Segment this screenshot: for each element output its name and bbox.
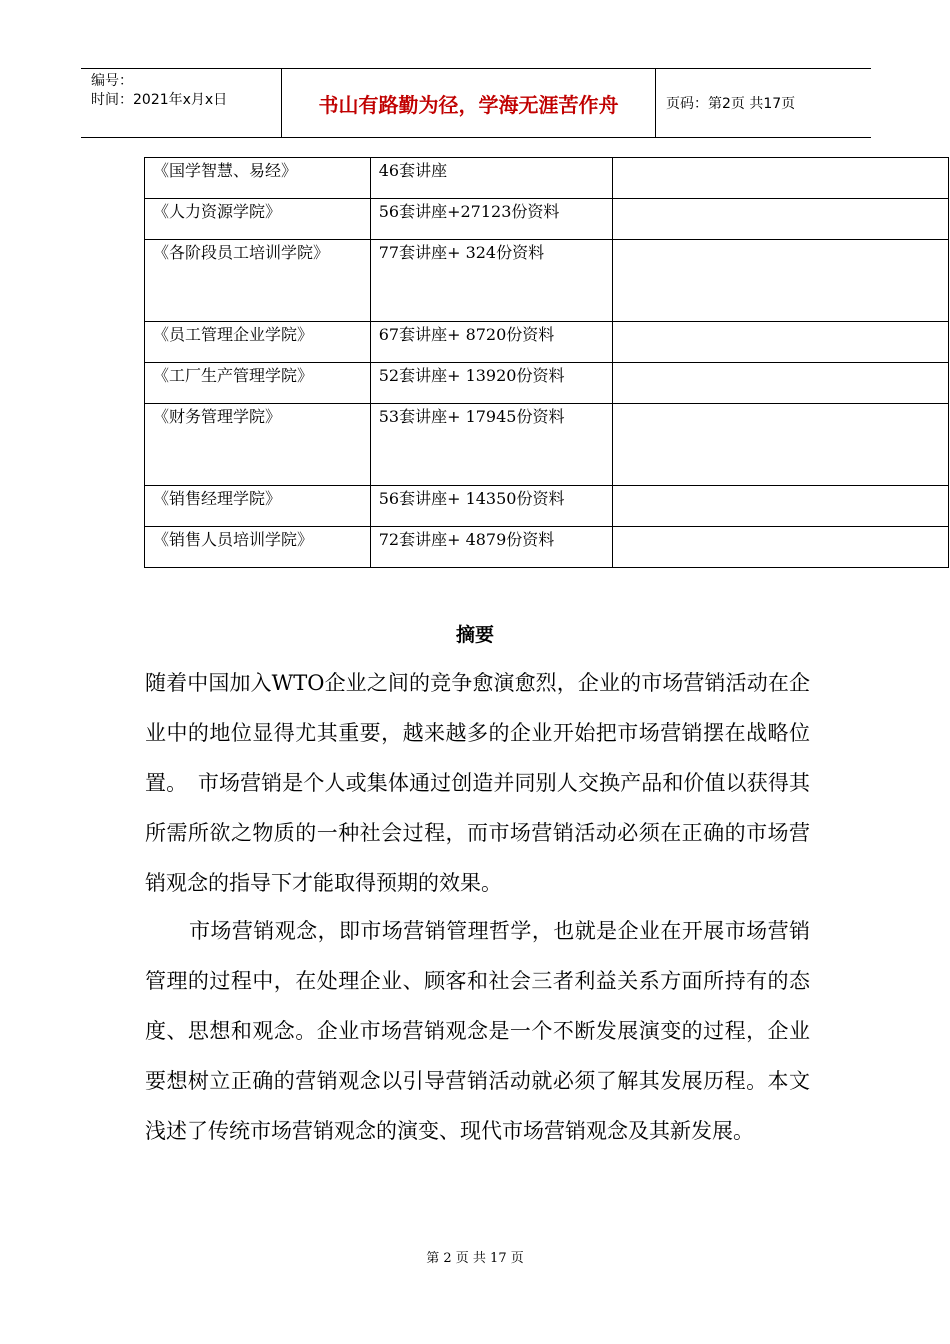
table-row [145,527,949,568]
page-header [81,68,871,138]
table-cell-content: 56套讲座+ 14350份资料 [370,486,613,527]
table-cell-extra [613,486,949,527]
table-cell-content: 46套讲座 [370,158,613,199]
abstract-title: 摘要 [455,624,494,646]
header-meta [81,69,282,137]
table-cell-content: 53套讲座+ 17945份资料 [370,404,613,486]
table-cell-extra [613,404,949,486]
header-motto: 书山有路勤为径，学海无涯苦作舟 [282,69,656,137]
table-cell-extra [613,240,949,322]
table-cell-name: 《工厂生产管理学院》 [145,363,371,404]
table-cell-content: 67套讲座+ 8720份资料 [370,322,613,363]
table-cell-extra [613,363,949,404]
catalog-table [144,157,949,568]
table-cell-extra [613,322,949,363]
table-cell-name: 《各阶段员工培训学院》 [145,240,371,322]
table-cell-extra [613,199,949,240]
abstract-paragraph-2: 市场营销观念，即市场营销管理哲学，也就是企业在开展市场营销管理的过程中，在处理企业、顾客和社会三者利益关系方面所持有的态度、思想和观念。企业市场营销观念是一个不断发展演变的过程，企业要想树立正确的营销观念以引导营销活动就必须了解其发展历程。本文浅述了传统市场营销观念的演变、现代市场营销观念及其新发展。 [145,919,810,1143]
abstract-paragraph-1: 随着中国加入WTO企业之间的竞争愈演愈烈，企业的市场营销活动在企业中的地位显得尤其重要，越来越多的企业开始把市场营销摆在战略位置。 市场营销是个人或集体通过创造并同别人交换产品和价值以获得其所需所欲之物质的一种社会过程，而市场营销活动必须在正确的市场营销观念的指导下才能取得预期的效果。 [145,671,810,895]
header-page-info: 页码：第2页 共17页 [666,96,796,112]
table-cell-name: 《销售经理学院》 [145,486,371,527]
table-cell-name: 《国学智慧、易经》 [145,158,371,199]
page-footer: 第 2 页 共 17 页 [426,1251,524,1266]
table-cell-content: 77套讲座+ 324份资料 [370,240,613,322]
table-cell-content: 52套讲座+ 13920份资料 [370,363,613,404]
number-label: 编号： [91,73,133,89]
table-cell-name: 《人力资源学院》 [145,199,371,240]
table-row [145,404,949,486]
table-cell-content: 72套讲座+ 4879份资料 [370,527,613,568]
table-cell-extra [613,158,949,199]
time-label: 时间：2021年x月x日 [91,92,228,108]
table-row [145,240,949,322]
table-cell-extra [613,527,949,568]
table-cell-name: 《财务管理学院》 [145,404,371,486]
table-cell-content: 56套讲座+27123份资料 [370,199,613,240]
table-cell-name: 《员工管理企业学院》 [145,322,371,363]
table-cell-name: 《销售人员培训学院》 [145,527,371,568]
